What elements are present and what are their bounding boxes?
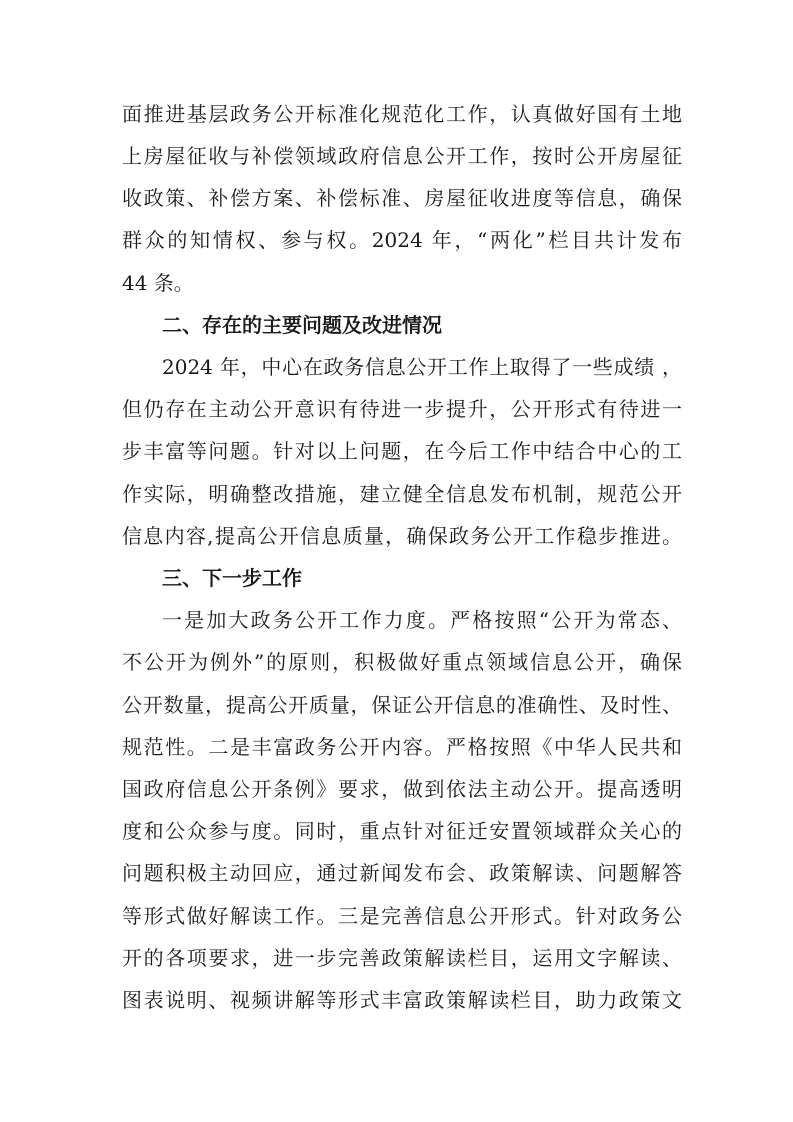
paragraph-line-18: 度和公众参与度。同时，重点针对征迁安置领域群众关心的: [122, 819, 682, 843]
paragraph-line-16: 规范性。二是丰富政务公开内容。严格按照《中华人民共和: [122, 735, 682, 759]
paragraph-line-10: 作实际，明确整改措施，建立健全信息发布机制，规范公开: [122, 482, 682, 506]
section-heading-3: 三、下一步工作: [162, 566, 302, 590]
section-heading-2: 二、存在的主要问题及改进情况: [162, 313, 442, 337]
paragraph-line-22: 图表说明、视频讲解等形式丰富政策解读栏目，助力政策文: [122, 988, 682, 1012]
paragraph-line-4: 群众的知情权、参与权。2024 年，“两化”栏目共计发布: [122, 228, 682, 252]
paragraph-line-15: 公开数量，提高公开质量，保证公开信息的准确性、及时性、: [122, 693, 682, 717]
paragraph-line-1: 面推进基层政务公开标准化规范化工作，认真做好国有土地: [122, 102, 682, 126]
paragraph-line-19: 问题积极主动回应，通过新闻发布会、政策解读、问题解答: [122, 861, 682, 885]
paragraph-line-2: 上房屋征收与补偿领域政府信息公开工作，按时公开房屋征: [122, 144, 682, 168]
paragraph-line-21: 开的各项要求，进一步完善政策解读栏目，运用文字解读、: [122, 946, 682, 970]
paragraph-line-20: 等形式做好解读工作。三是完善信息公开形式。针对政务公: [122, 904, 682, 928]
paragraph-line-13: 一是加大政务公开工作力度。严格按照“公开为常态、: [162, 608, 682, 632]
paragraph-line-11: 信息内容,提高公开信息质量，确保政务公开工作稳步推进。: [122, 524, 682, 548]
paragraph-line-3: 收政策、补偿方案、补偿标准、房屋征收进度等信息，确保: [122, 186, 682, 210]
paragraph-line-5: 44 条。: [122, 271, 194, 295]
paragraph-line-7: 2024 年，中心在政务信息公开工作上取得了一些成绩 ，: [162, 355, 682, 379]
paragraph-line-8: 但仍存在主动公开意识有待进一步提升，公开形式有待进一: [122, 397, 682, 421]
paragraph-line-9: 步丰富等问题。针对以上问题，在今后工作中结合中心的工: [122, 439, 682, 463]
paragraph-line-14: 不公开为例外”的原则，积极做好重点领域信息公开，确保: [122, 650, 682, 674]
paragraph-line-17: 国政府信息公开条例》要求，做到依法主动公开。提高透明: [122, 777, 682, 801]
